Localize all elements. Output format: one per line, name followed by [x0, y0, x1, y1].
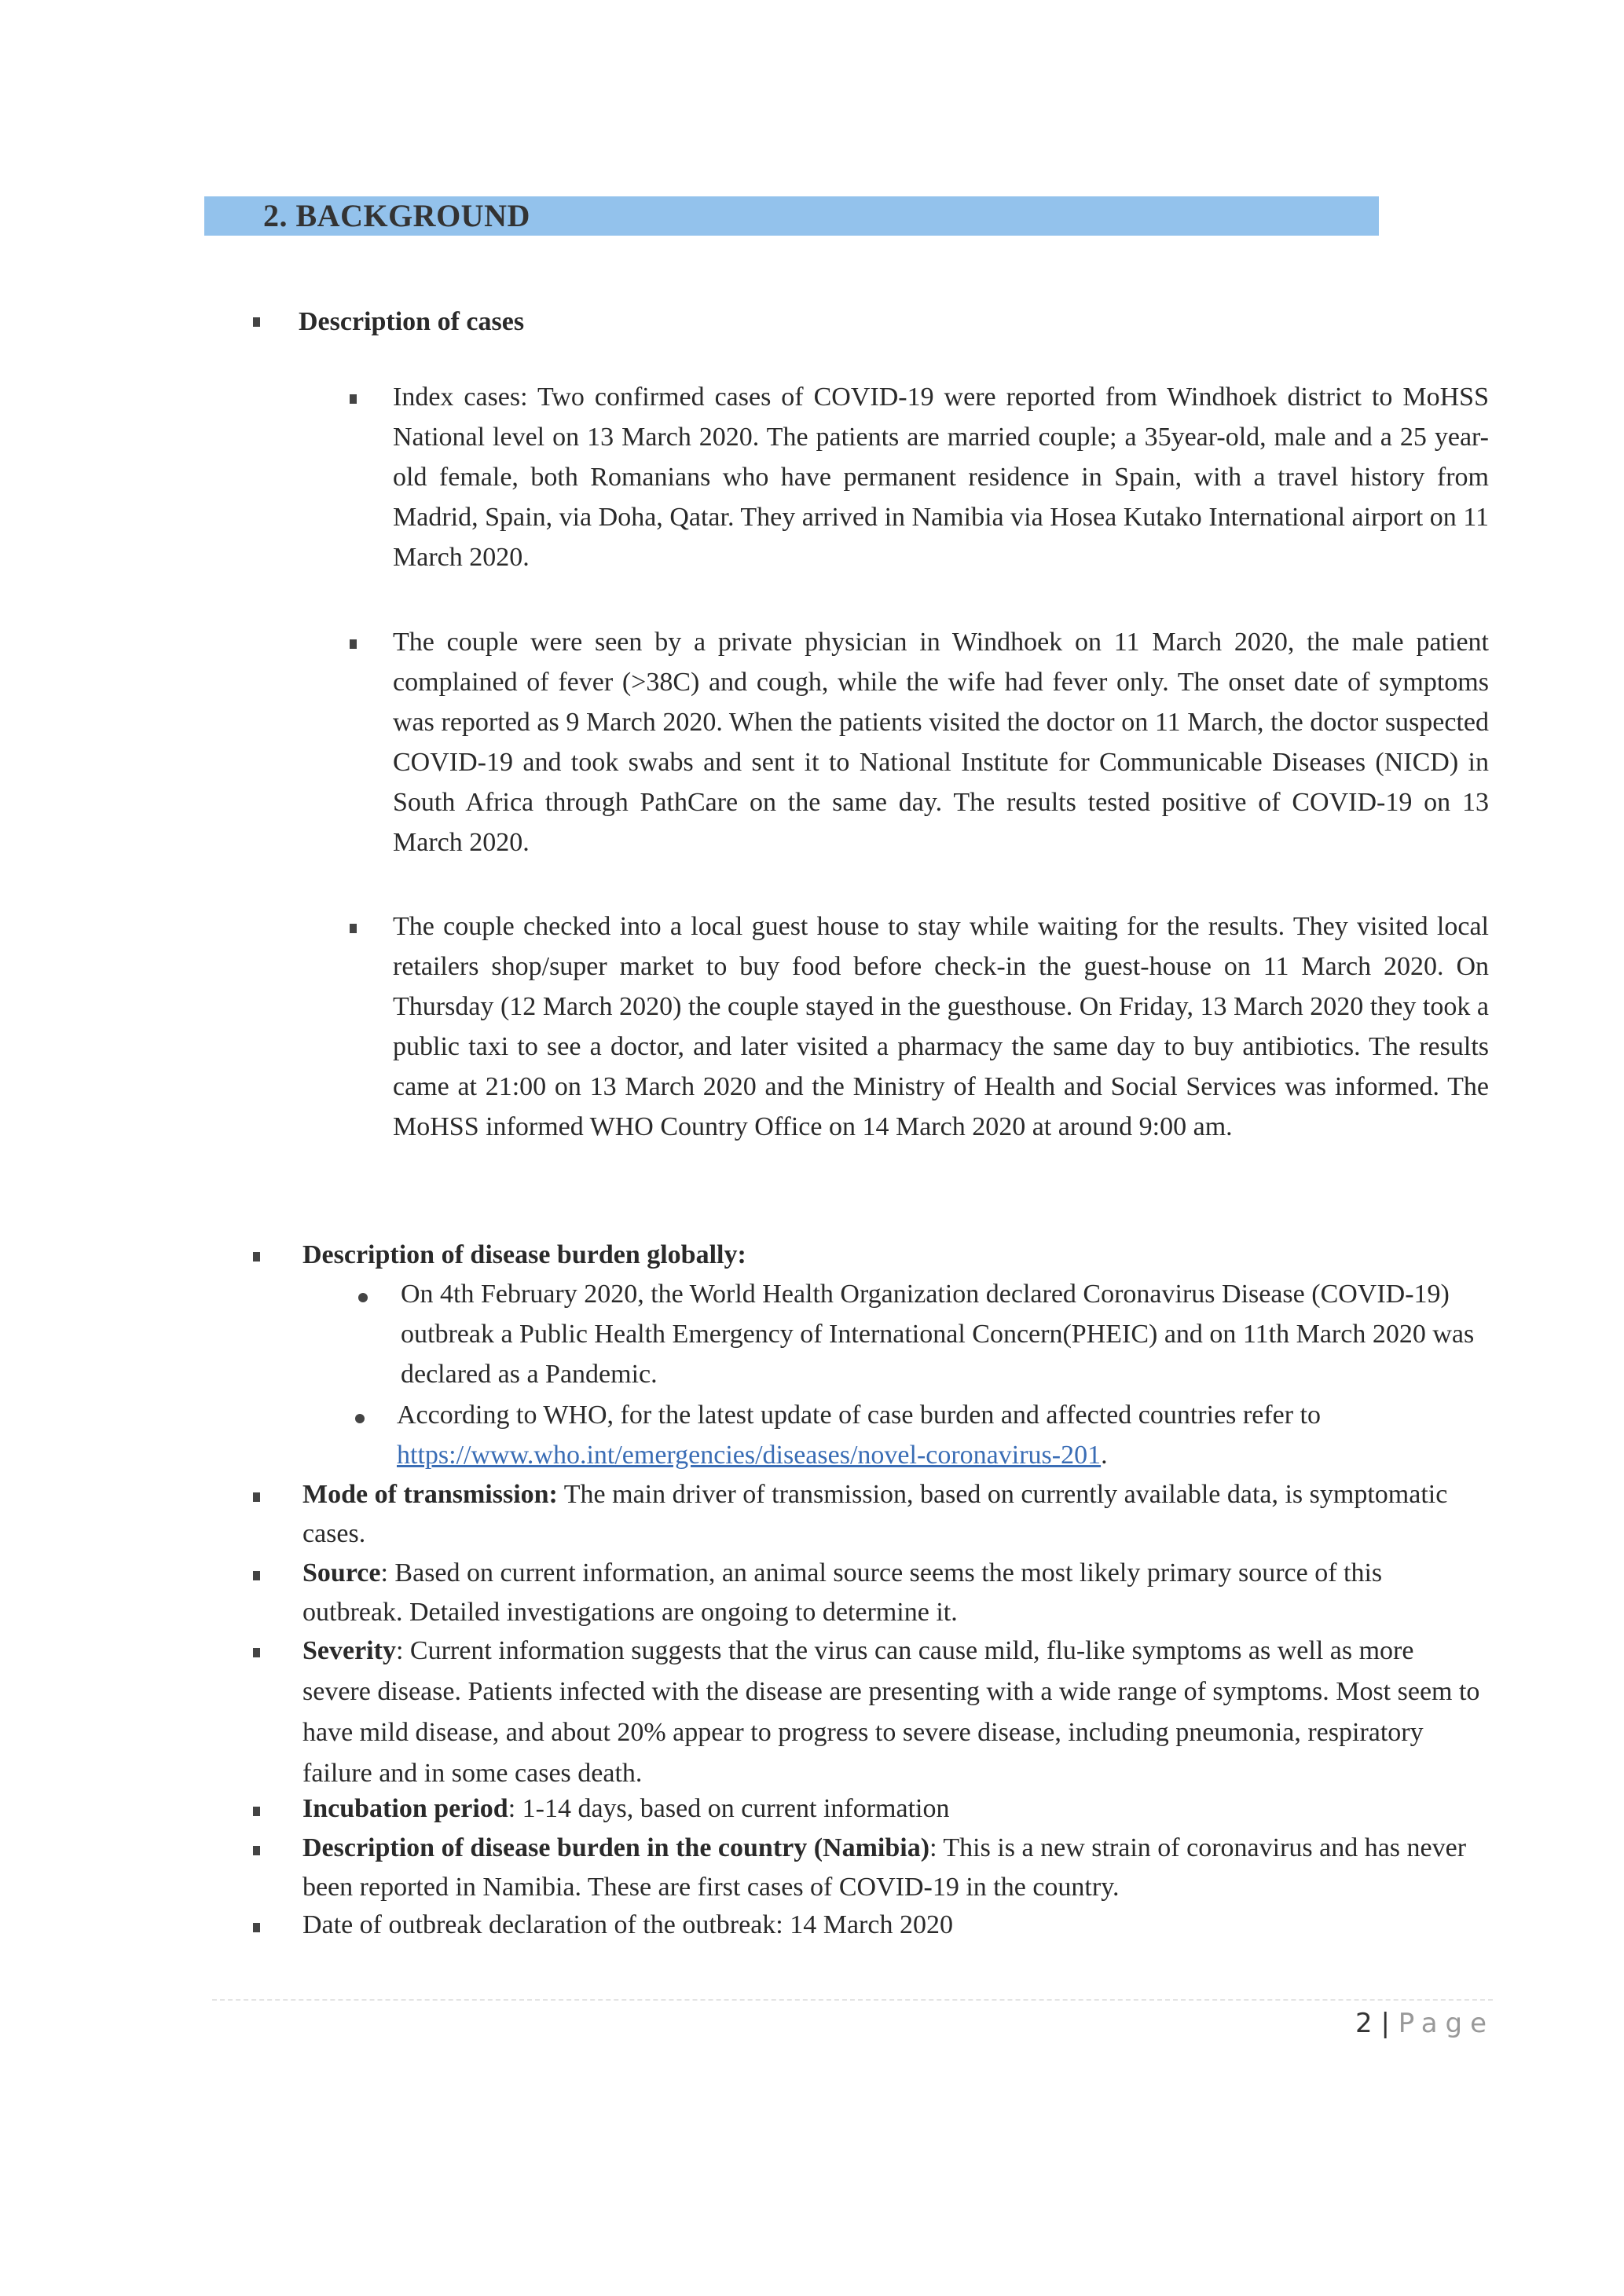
fact-label: Severity [302, 1636, 396, 1665]
footer-divider [212, 1999, 1493, 2001]
case-item-1: Index cases: Two confirmed cases of COVID-19 were reported from Windhoek district to MoHSS National level on 13 March 2020. The patients are married couple; a 35year-old, male and a 25 year-old female, both Romanians who have permanent residence in Spain, with a travel history from Madrid, Spain, via Doha, Qatar. They arrived in Namibia via Hosea Kutako International airport on 11 March 2020. [393, 383, 1489, 572]
who-link[interactable]: https://www.who.int/emergencies/diseases/novel-coronavirus-201 [397, 1441, 1102, 1470]
section-heading: 2. BACKGROUND [263, 198, 530, 233]
fact-label: Description of disease burden in the country (Namibia) [302, 1833, 930, 1862]
bullet-square-icon [253, 1807, 260, 1816]
bullet-square-icon [350, 639, 357, 649]
global-burden-item-1: On 4th February 2020, the World Health Organization declared Coronavirus Disease (COVID-19) outbreak a Public Health Emergency of International Concern(PHEIC) and on 11th March 2020 was declared as a Pandemic. [401, 1280, 1475, 1389]
link-period: . [1101, 1441, 1108, 1470]
case-item-2: The couple were seen by a private physician in Windhoek on 11 March 2020, the male patient complained of fever (>38C) and cough, while the wife had fever only. The onset date of symptoms was reported as 9 March 2020. When the patients visited the doctor on 11 March, the doctor suspected COVID-19 and took swabs and sent it to National Institute for Communicable Diseases (NICD) in South Africa through PathCare on the same day. The results tested positive of COVID-19 on 13 March 2020. [393, 628, 1489, 857]
bullet-square-icon [253, 317, 260, 327]
description-of-cases-title: Description of cases [299, 307, 525, 336]
bullet-square-icon [253, 1923, 260, 1932]
page-label: Page [1398, 2008, 1495, 2039]
fact-text: Date of outbreak declaration of the outbreak: 14 March 2020 [302, 1910, 953, 1939]
fact-text: : This is a new strain of coronavirus and has never been reported in Namibia. These are first cases of COVID-19 in the country. [302, 1833, 1467, 1902]
bullet-square-icon [350, 924, 357, 933]
fact-declaration-date [302, 1906, 1481, 1945]
fact-text: : 1-14 days, based on current information [508, 1794, 950, 1823]
bullet-dot-icon [358, 1293, 368, 1302]
fact-severity [302, 1631, 1485, 1794]
global-burden-item-2-text: According to WHO, for the latest update of case burden and affected countries refer to [397, 1401, 1321, 1430]
bullet-square-icon [253, 1846, 260, 1855]
bullet-square-icon [253, 1492, 260, 1502]
page-separator: | [1380, 2008, 1390, 2039]
fact-text: : Based on current information, an animal source seems the most likely primary source of this outbreak. Detailed investigations are ongoing to determine it. [302, 1558, 1383, 1627]
page-number-value: 2 [1355, 2008, 1373, 2039]
fact-source [302, 1554, 1481, 1632]
global-burden-item-2 [397, 1395, 1489, 1475]
bullet-square-icon [253, 1648, 260, 1657]
fact-text: The main driver of transmission, based on currently available data, is symptomatic cases. [302, 1480, 1448, 1548]
bullet-square-icon [350, 394, 357, 404]
page-number [1355, 2008, 1494, 2039]
case-item-3: The couple checked into a local guest house to stay while waiting for the results. They visited local retailers shop/super market to buy food before check-in the guest-house on 11 March 2020. On Thursday (12 March 2020) the couple stayed in the guesthouse. On Friday, 13 March 2020 they took a public taxi to see a doctor, and later visited a pharmacy the same day to buy antibiotics. The results came at 21:00 on 13 March 2020 and the Ministry of Health and Social Services was informed. The MoHSS informed WHO Country Office on 14 March 2020 at around 9:00 am. [393, 912, 1489, 1141]
fact-text: : Current information suggests that the virus can cause mild, flu-like symptoms as well as more severe disease. Patients infected with the disease are presenting with a wide range of symptoms. Most seem to have mild disease, and about 20% appear to progress to severe disease, including pneumonia, respiratory failure and in some cases death. [302, 1636, 1480, 1788]
fact-label: Source [302, 1558, 381, 1587]
fact-label: Incubation period [302, 1794, 508, 1823]
bullet-dot-icon [355, 1414, 365, 1423]
bullet-square-icon [253, 1252, 260, 1262]
fact-country-burden [302, 1829, 1485, 1907]
global-burden-title: Description of disease burden globally: [302, 1240, 746, 1269]
fact-label: Mode of transmission: [302, 1480, 558, 1509]
bullet-square-icon [253, 1571, 260, 1580]
fact-mode-of-transmission [302, 1475, 1481, 1554]
fact-incubation-period [302, 1789, 1481, 1829]
